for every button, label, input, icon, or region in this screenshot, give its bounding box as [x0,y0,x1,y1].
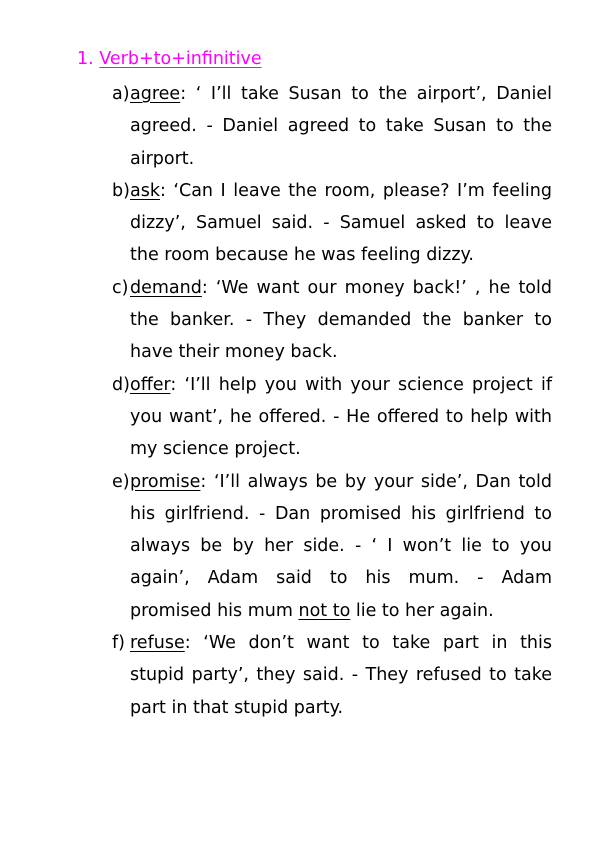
verb-promise: promise [130,471,201,492]
list-item [112,627,552,724]
item-marker: f) [112,633,125,654]
item-marker: c) [112,277,129,298]
list-item [112,272,552,369]
verb-agree: agree [130,84,181,104]
verb-ask: ask [130,180,160,201]
verb-refuse: refuse [130,633,185,654]
example-list [112,78,552,724]
item-text: : ‘We want our money back!’ , he told the banker. - They demanded the banker to have their money back. [130,277,552,363]
section-number: 1. [77,49,94,69]
item-marker: d) [112,374,130,395]
list-item [112,78,552,175]
section-heading [77,46,262,72]
item-text: : ‘ I’ll take Susan to the airport’, Daniel agreed. - Daniel agreed to take Susan to the airport. [130,84,552,169]
item-text-end: lie to her again. [350,600,494,621]
item-marker: e) [112,471,130,492]
item-marker: b) [112,180,130,201]
verb-offer: offer [130,374,171,395]
verb-demand: demand [130,277,202,298]
item-text: : ‘We don’t want to take part in this stupid party’, they said. - They refused to take part in that stupid party. [130,633,552,718]
list-item [112,175,552,272]
item-text: : ‘Can I leave the room, please? I’m feeling dizzy’, Samuel said. - Samuel asked to leave the room because he was feeling dizzy. [130,180,552,266]
item-text: : ‘I’ll always be by your side’, Dan told his girlfriend. - Dan promised his girlfriend to always be by her side. - ‘ I won’t lie to you again’, Adam said to his mum. - Adam promised his mum [130,471,552,621]
list-item [112,369,552,466]
section-title: Verb+to+infinitive [99,49,262,69]
item-text: : ‘I’ll help you with your science project if you want’, he offered. - He offered to help with my science project. [130,374,552,460]
list-item [112,466,552,627]
item-marker: a) [112,84,130,104]
underlined-phrase: not to [298,600,351,621]
